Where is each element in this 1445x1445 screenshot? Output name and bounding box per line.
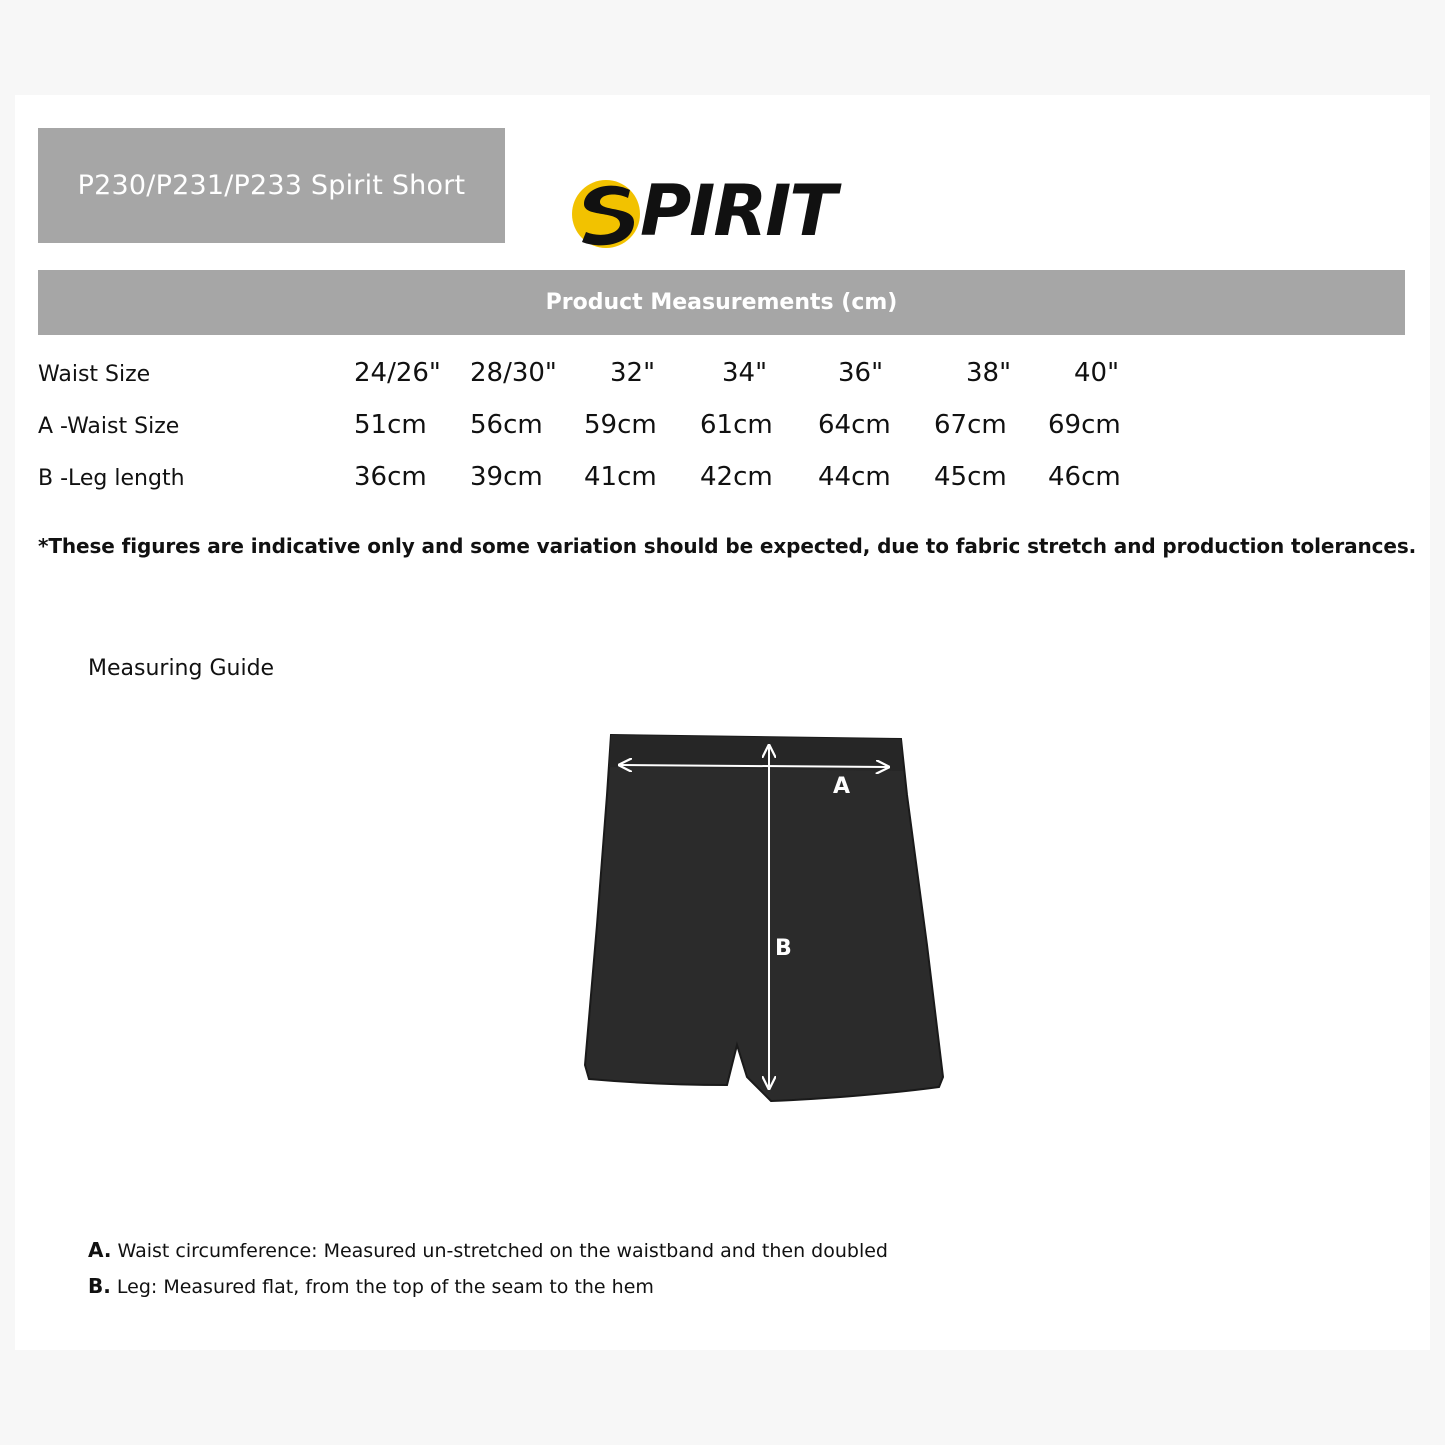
marker-b: B: [775, 936, 792, 961]
marker-a: A: [833, 774, 851, 799]
table-cell: 32": [610, 358, 656, 388]
table-cell: 40": [1074, 358, 1120, 388]
disclaimer-note: *These figures are indicative only and some variation should be expected, due to fabric stretch and production tolerances.: [38, 534, 1417, 558]
table-cell: 46cm: [1048, 462, 1121, 492]
table-cell: 24/26": [354, 358, 441, 388]
table-cell: 28/30": [470, 358, 557, 388]
measuring-guide-title: Measuring Guide: [88, 656, 275, 681]
spirit-logo: [570, 170, 880, 252]
row-label: A -Waist Size: [38, 414, 180, 439]
table-cell: 44cm: [818, 462, 891, 492]
spirit-logo-ball-icon: [570, 176, 650, 248]
table-cell: 59cm: [584, 410, 657, 440]
shorts-body: [585, 735, 943, 1101]
table-cell: 36": [838, 358, 884, 388]
table-cell: 64cm: [818, 410, 891, 440]
legend-item-a: [88, 1238, 888, 1262]
row-label: Waist Size: [38, 362, 151, 387]
measurements-heading: Product Measurements (cm): [545, 290, 898, 315]
table-cell: 38": [966, 358, 1012, 388]
table-cell: 36cm: [354, 462, 427, 492]
table-cell: 69cm: [1048, 410, 1121, 440]
table-cell: 42cm: [700, 462, 773, 492]
table-cell: 61cm: [700, 410, 773, 440]
table-cell: 45cm: [934, 462, 1007, 492]
table-cell: 34": [722, 358, 768, 388]
legend-item-b: [88, 1274, 654, 1298]
legend-text: Waist circumference: Measured un-stretched on the waistband and then doubled: [117, 1240, 888, 1262]
legend-key: B.: [88, 1274, 111, 1298]
table-cell: 56cm: [470, 410, 543, 440]
product-title-box: [38, 128, 505, 243]
legend-key: A.: [88, 1238, 112, 1262]
product-title: P230/P231/P233 Spirit Short: [77, 170, 466, 201]
table-cell: 67cm: [934, 410, 1007, 440]
measurements-heading-bar: [38, 270, 1405, 335]
table-cell: 41cm: [584, 462, 657, 492]
table-cell: 39cm: [470, 462, 543, 492]
spirit-logo-text: PIRIT: [640, 170, 836, 252]
table-cell: 51cm: [354, 410, 427, 440]
row-label: B -Leg length: [38, 466, 185, 491]
shorts-diagram: [575, 725, 955, 1115]
legend-text: Leg: Measured flat, from the top of the seam to the hem: [116, 1276, 654, 1298]
